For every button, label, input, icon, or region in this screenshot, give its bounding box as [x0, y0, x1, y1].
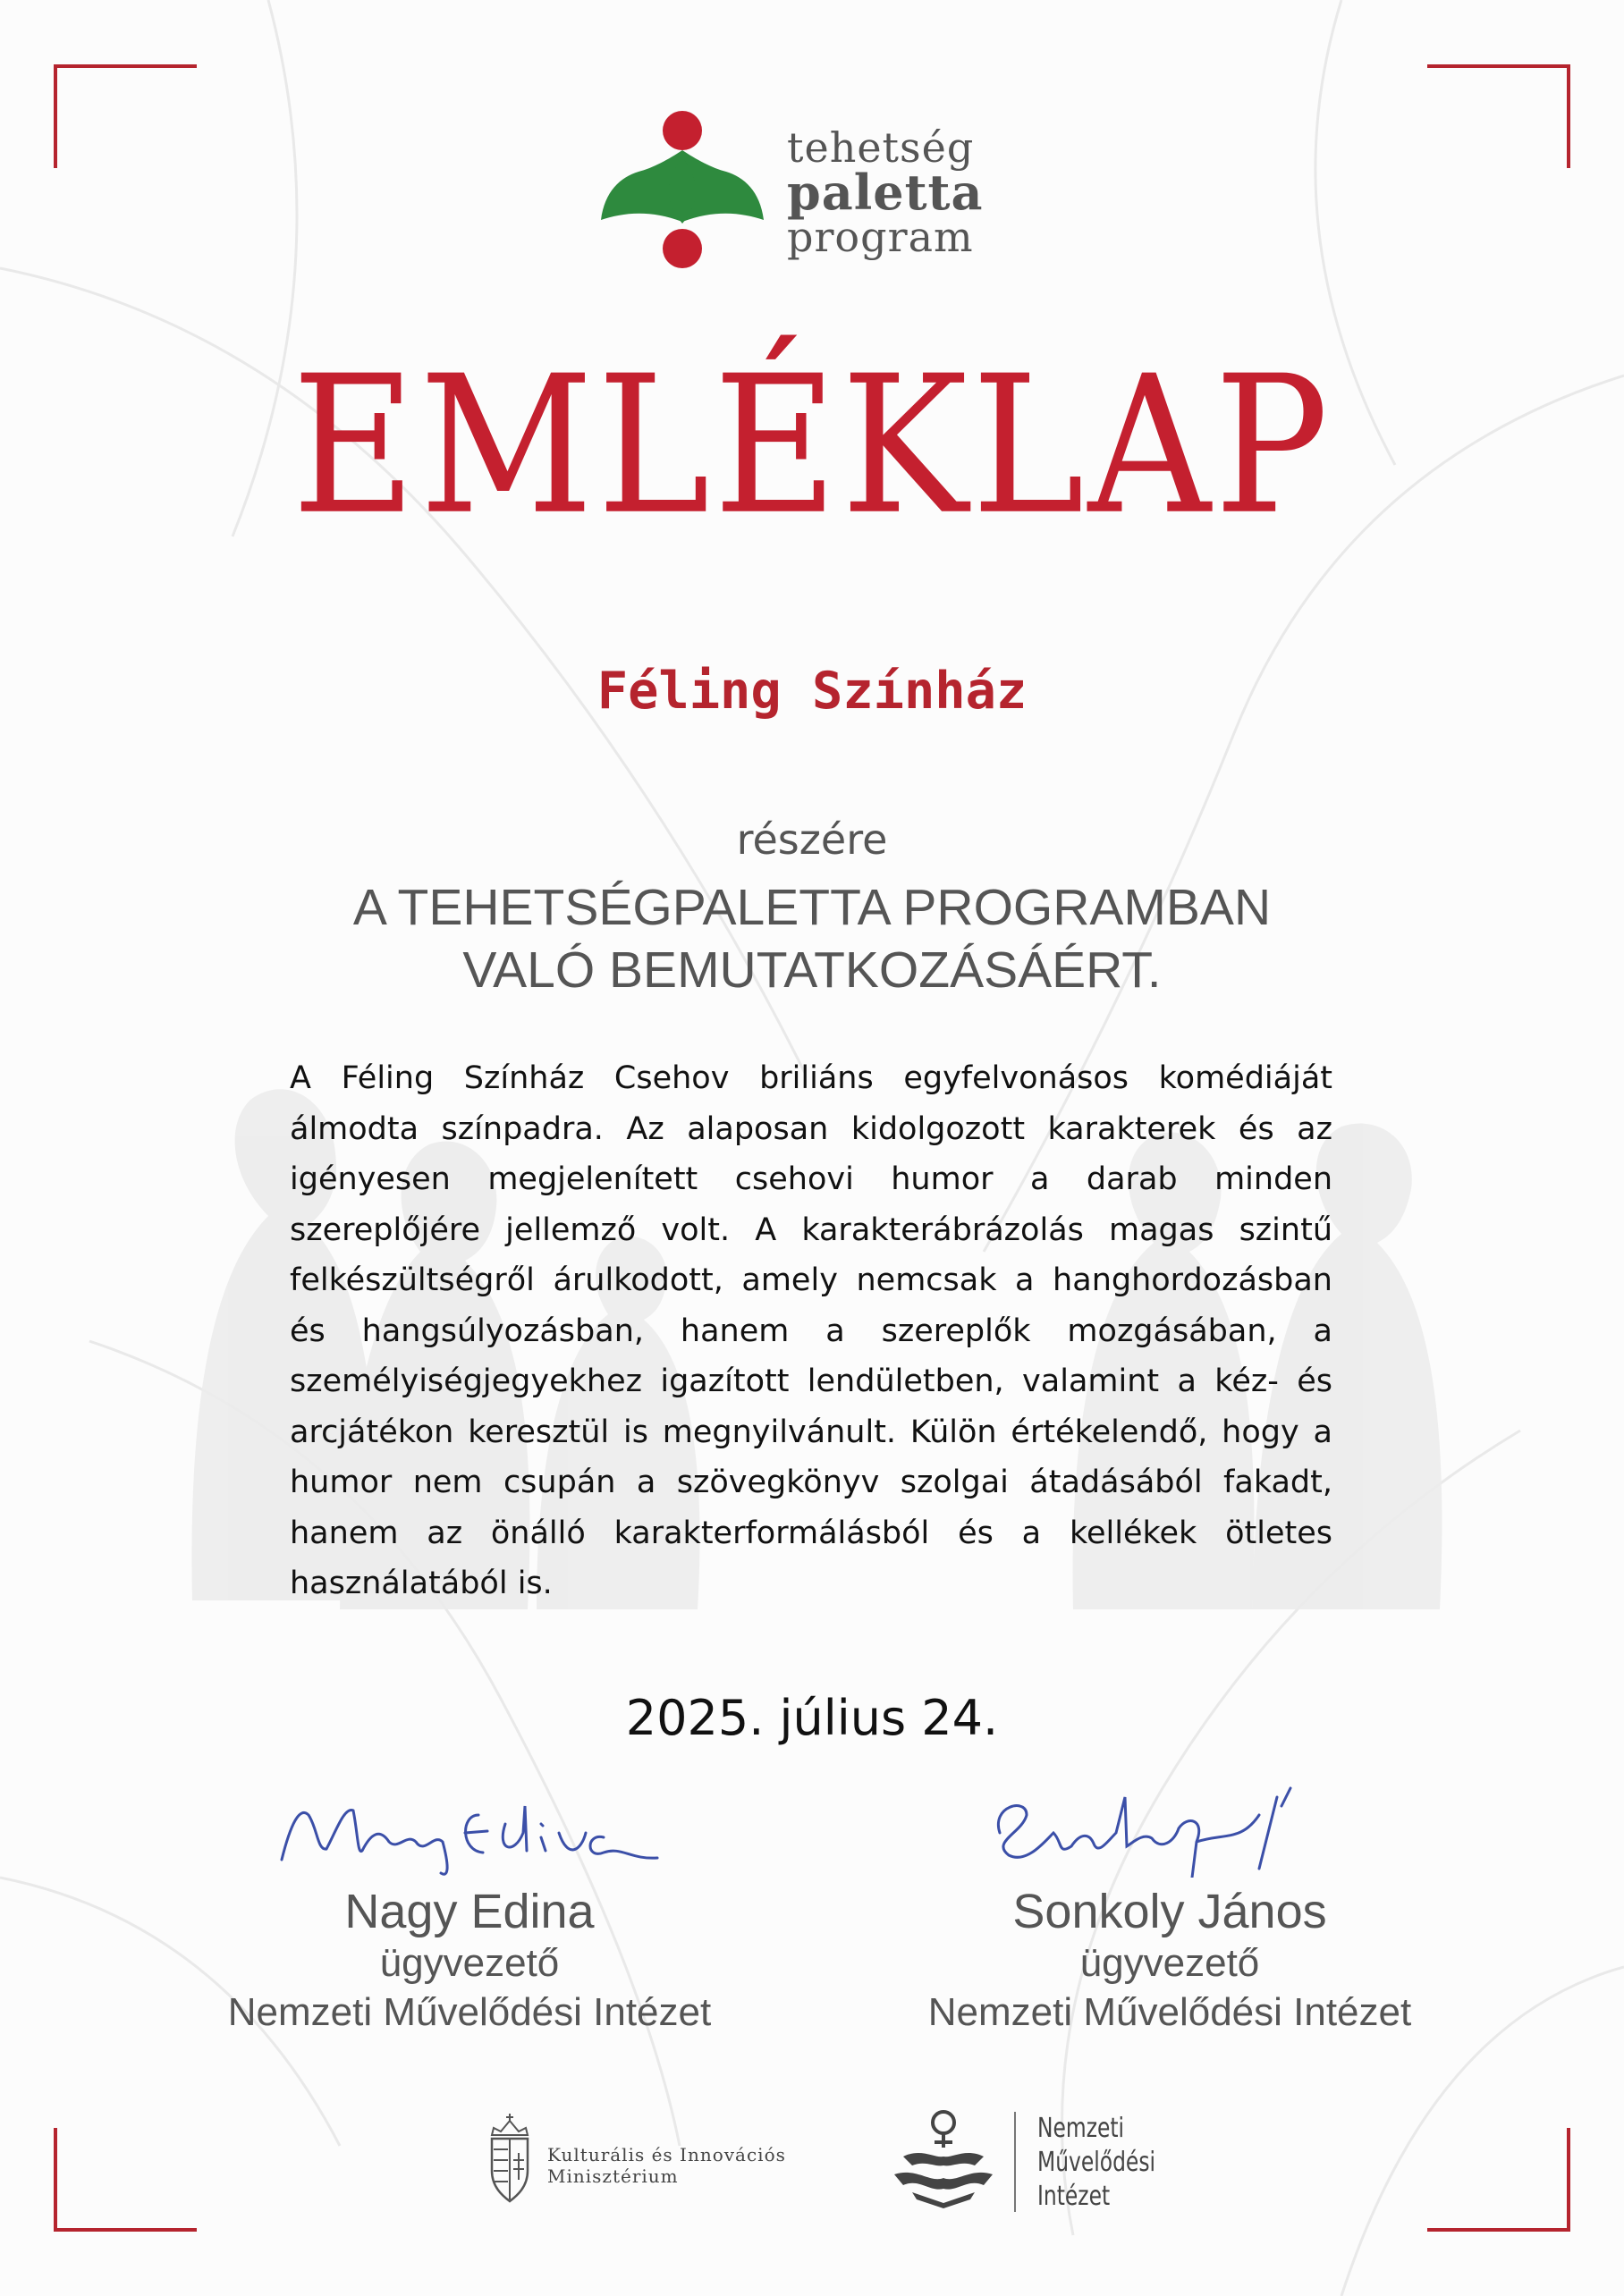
award-reason	[0, 876, 1624, 1001]
handwritten-signature-sonkoly-janos	[973, 1779, 1366, 1878]
signature-block-sonkoly-janos	[884, 1779, 1456, 2039]
hungarian-coat-of-arms-icon	[483, 2108, 537, 2207]
recipient-name: Féling Színház	[596, 662, 1028, 721]
ministry-name-line-2: Minisztérium	[547, 2165, 679, 2187]
handwritten-signature-nagy-edina	[273, 1779, 666, 1878]
logo-line-3: program	[787, 213, 974, 261]
ministry-logo	[483, 2108, 841, 2207]
logo-wordmark	[787, 125, 984, 259]
tehetseg-paletta-logo	[597, 106, 1045, 275]
nmi-name-line-3: Intézet	[1037, 2181, 1111, 2212]
signature-block-nagy-edina	[183, 1779, 756, 2039]
signature-handwriting-text: Nagy Edina	[273, 1779, 278, 1780]
ministry-name-line-1: Kulturális és Innovációs	[547, 2144, 786, 2165]
issue-date: 2025. július 24.	[625, 1690, 999, 1746]
signature-handwriting-text: Sonkoly J	[973, 1779, 977, 1780]
signatory-organization: Nemzeti Művelődési Intézet	[927, 1990, 1412, 2034]
nmi-name-line-2: Művelődési	[1037, 2147, 1156, 2178]
corner-frame-bottom-left	[54, 2128, 197, 2232]
nmi-name-line-1: Nemzeti	[1037, 2113, 1125, 2144]
nmi-logo	[885, 2103, 1189, 2219]
award-reason-line-1: A TEHETSÉGPALETTA PROGRAMBAN	[352, 879, 1272, 936]
signatory-name: Sonkoly János	[1012, 1885, 1327, 1938]
signatory-name: Nagy Edina	[344, 1885, 595, 1938]
corner-frame-bottom-right	[1427, 2128, 1570, 2232]
corner-frame-top-left	[54, 64, 197, 168]
logo-line-2: paletta	[787, 164, 984, 221]
ministry-name	[547, 2144, 786, 2187]
nmi-divider	[1014, 2112, 1016, 2212]
citation-text: A Féling Színház Csehov briliáns egyfelvonásos komédiáját álmodta színpadra. Az alaposan kidolgozott karakterek és az igényesen megjelenített csehovi humor a darab minden szereplőjére jellemző volt. A karakterábrázolás magas szintű felkészültségről árulkodott, amely nemcsak a hanghordozásban és hangsúlyozásban, hanem a szereplők mozgásában, a személyiségjegyekhez igazított lendületben, valamint a kéz- és arcjátékon keresztül is megnyilvánult. Külön értékelendő, hogy a humor nem csupán a szövegkönyv szolgai átadásából fakadt, hanem az önálló karakterformálásból és a kellékek ötletes használatából is.	[290, 1060, 1332, 1601]
certificate-title: EMLÉKLAP	[292, 334, 1332, 557]
signatory-organization: Nemzeti Művelődési Intézet	[227, 1990, 712, 2034]
signatory-role: ügyvezető	[1079, 1941, 1260, 1985]
logo-line-1: tehetség	[787, 123, 975, 172]
for-text: részére	[736, 815, 888, 864]
nmi-name	[1037, 2112, 1155, 2214]
nmi-emblem-icon	[885, 2103, 1002, 2219]
award-reason-line-2: VALÓ BEMUTATKOZÁSÁÉRT.	[462, 941, 1162, 999]
signatory-role: ügyvezető	[379, 1941, 560, 1985]
paletta-tree-icon	[597, 106, 767, 275]
corner-frame-top-right	[1427, 64, 1570, 168]
